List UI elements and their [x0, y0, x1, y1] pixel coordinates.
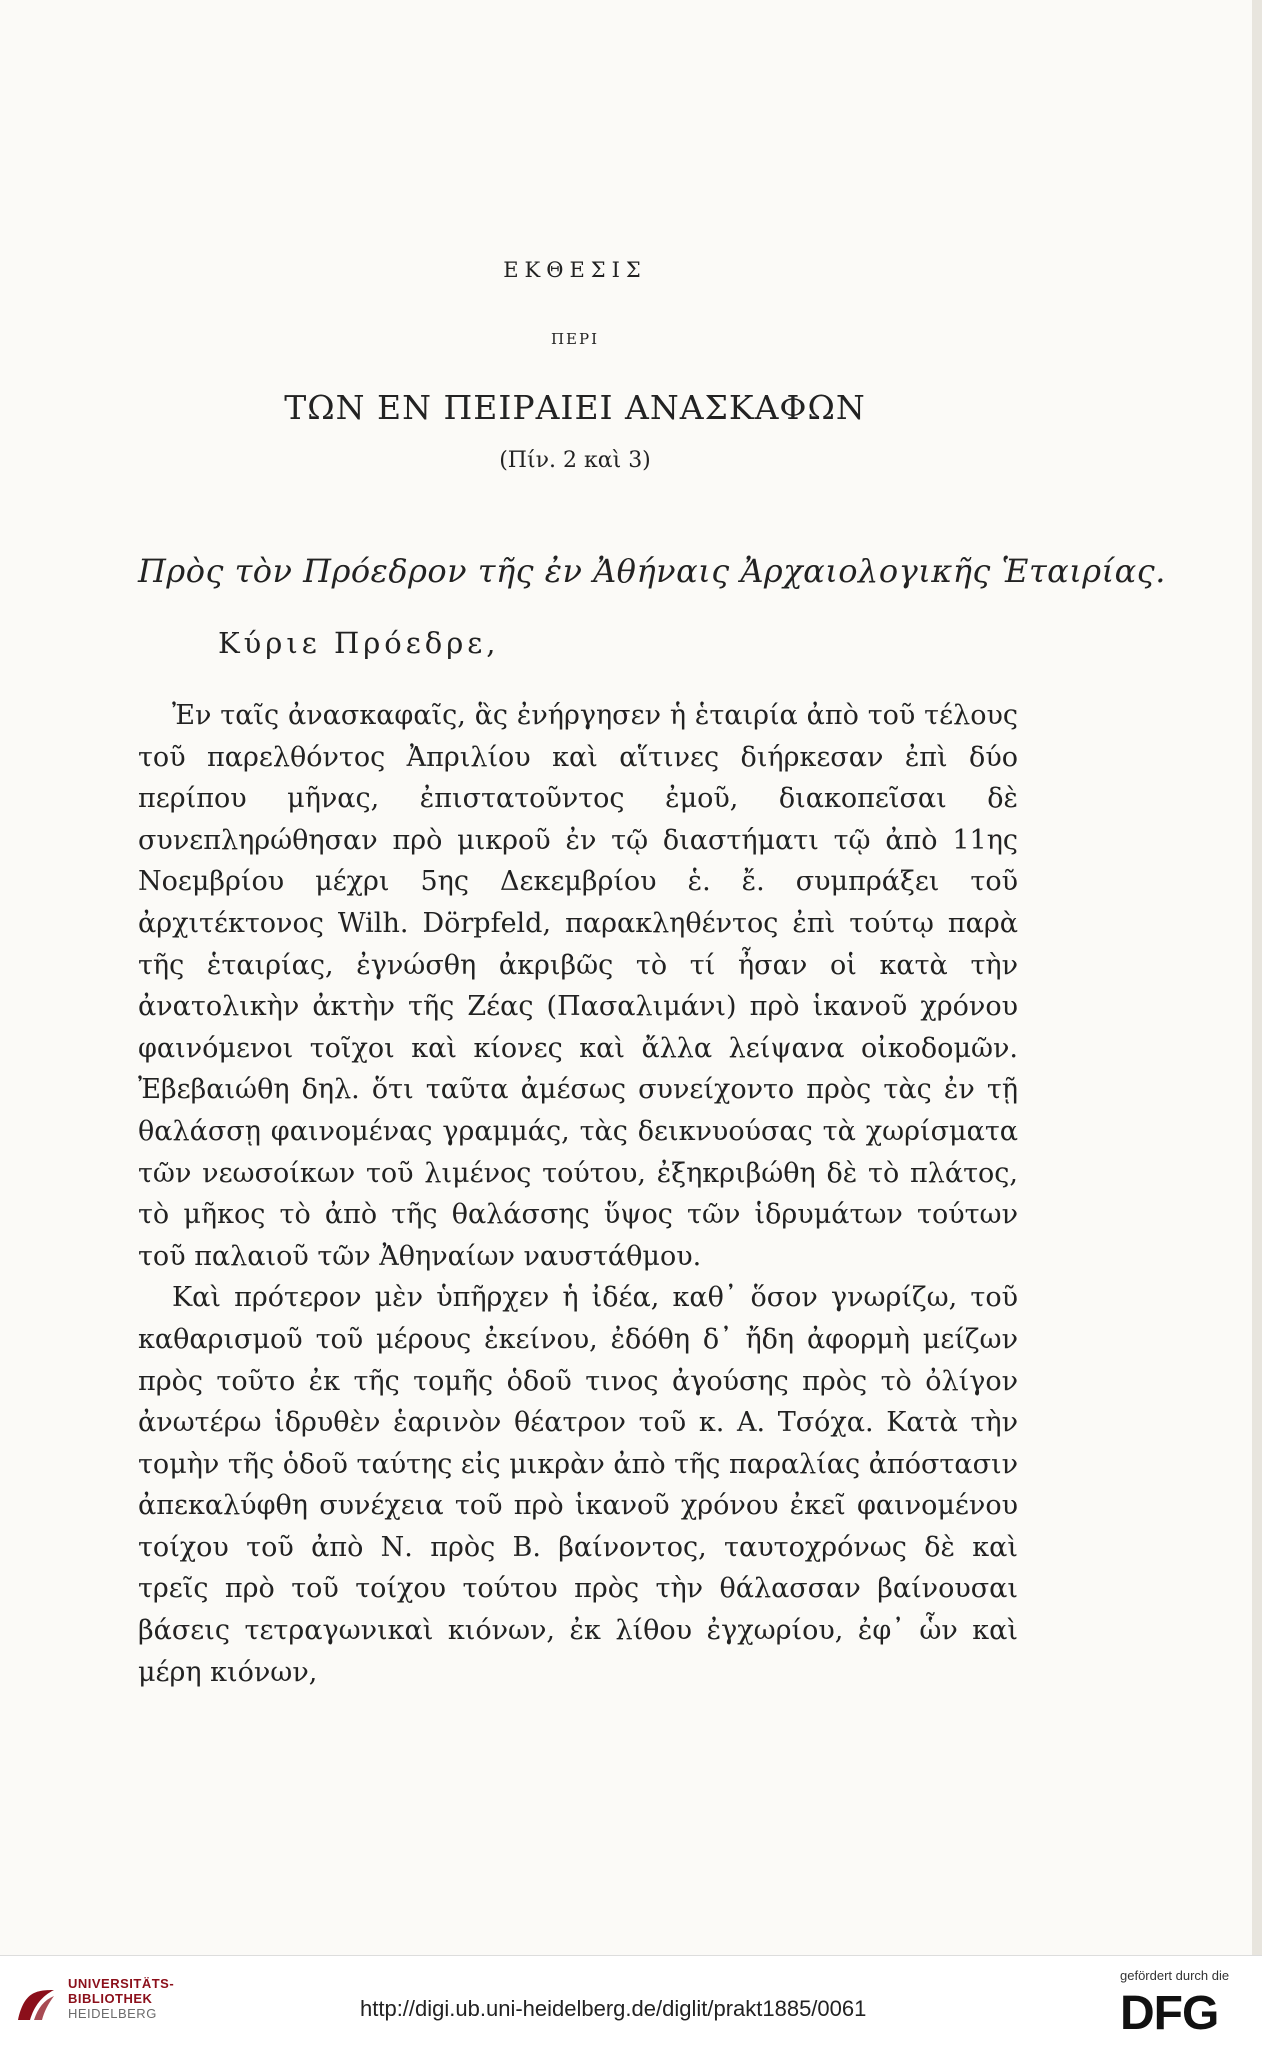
body-text — [138, 695, 1018, 1693]
addressee-line: Πρὸς τὸν Πρόεδρον τῆς ἐν Ἀθήναις Ἀρχαιολογικῆς Ἑταιρίας. — [138, 552, 1166, 590]
source-url-link[interactable]: http://digi.ub.uni-heidelberg.de/diglit/prakt1885/0061 — [360, 1996, 867, 2021]
paragraph-1: Ἐν ταῖς ἀνασκαφαῖς, ἃς ἐνήργησεν ἡ ἑταιρία ἀπὸ τοῦ τέλους τοῦ παρελθόντος Ἀπριλίου καὶ αἵτινες διήρκεσαν ἐπὶ δύο περίπου μῆνας, ἐπιστατοῦντος ἐμοῦ, διακοπεῖσαι δὲ συνεπληρώθησαν πρὸ μικροῦ ἐν τῷ διαστήματι τῷ ἀπὸ 11ης Νοεμβρίου μέχρι 5ης Δεκεμβρίου ἑ. ἔ. συμπράξει τοῦ ἀρχιτέκτονος Wilh. Dörpfeld, παρακληθέντος ἐπὶ τούτῳ παρὰ τῆς ἑταιρίας, ἐγνώσθη ἀκριβῶς τὸ τί ἦσαν οἱ κατὰ τὴν ἀνατολικὴν ἀκτὴν τῆς Ζέας (Πασαλιμάνι) πρὸ ἱκανοῦ χρόνου φαινόμενοι τοῖχοι καὶ κίονες καὶ ἄλλα λείψανα οἰκοδομῶν. Ἐβεβαιώθη δηλ. ὅτι ταῦτα ἀμέσως συνείχοντο πρὸς τὰς ἐν τῇ θαλάσσῃ φαινομένας γραμμάς, τὰς δεικνυούσας τὰ χωρίσματα τῶν νεωσοίκων τοῦ λιμένος τούτου, ἐξηκριβώθη δὲ τὸ πλάτος, τὸ μῆκος τὸ ἀπὸ τῆς θαλάσσης ὕψος τῶν ἱδρυμάτων τούτων τοῦ παλαιοῦ τῶν Ἀθηναίων ναυστάθμου. — [138, 700, 1018, 1272]
paragraph-2: Καὶ πρότερον μὲν ὑπῆρχεν ἡ ἰδέα, καθ᾽ ὅσον γνωρίζω, τοῦ καθαρισμοῦ τοῦ μέρους ἐκείνου, ἐδόθη δ᾽ ἤδη ἀφορμὴ μείζων πρὸς τοῦτο ἐκ τῆς τομῆς ὁδοῦ τινος ἀγούσης πρὸς τὸ ὀλίγον ἀνωτέρω ἱδρυθὲν ἑαρινὸν θέατρον τοῦ κ. Α. Τσόχα. Κατὰ τὴν τομὴν τῆς ὁδοῦ ταύτης εἰς μικρὰν ἀπὸ τῆς παραλίας ἀπόστασιν ἀπεκαλύφθη συνέχεια τοῦ πρὸ ἱκανοῦ χρόνου ἐκεῖ φαινομένου τοίχου τοῦ ἀπὸ Ν. πρὸς Β. βαίνοντος, ταυτοχρόνως δὲ καὶ τρεῖς πρὸ τοῦ τοίχου τούτου πρὸς τὴν θάλασσαν βαίνουσαι βάσεις τετραγωνικαὶ κιόνων, ἐκ λίθου ἐγχωρίου, ἐφ᾽ ὧν καὶ μέρη κιόνων, — [138, 1282, 1018, 1688]
heading-ektheseis: ΕΚΘΕΣΙΣ — [503, 258, 647, 282]
university-seal-icon — [14, 1986, 58, 2024]
page-edge — [1252, 0, 1262, 1955]
library-line-2: BIBLIOTHEK — [68, 1991, 153, 2006]
page-title: ΤΩΝ ΕΝ ΠΕΙΡΑΙΕΙ ΑΝΑΣΚΑΦΩΝ — [284, 388, 866, 427]
library-line-3: HEIDELBERG — [68, 2006, 157, 2021]
library-name — [68, 1976, 174, 2021]
library-line-1: UNIVERSITÄTS- — [68, 1976, 175, 1991]
footer-bar — [0, 1955, 1262, 2045]
salutation: Κύριε Πρόεδρε, — [218, 626, 500, 660]
plate-reference: (Πίν. 2 καὶ 3) — [499, 448, 651, 473]
heading-peri: ΠΕΡΙ — [550, 330, 600, 348]
funded-by-label: gefördert durch die — [1120, 1968, 1230, 1983]
dfg-logo: DFG — [1120, 1987, 1219, 2040]
